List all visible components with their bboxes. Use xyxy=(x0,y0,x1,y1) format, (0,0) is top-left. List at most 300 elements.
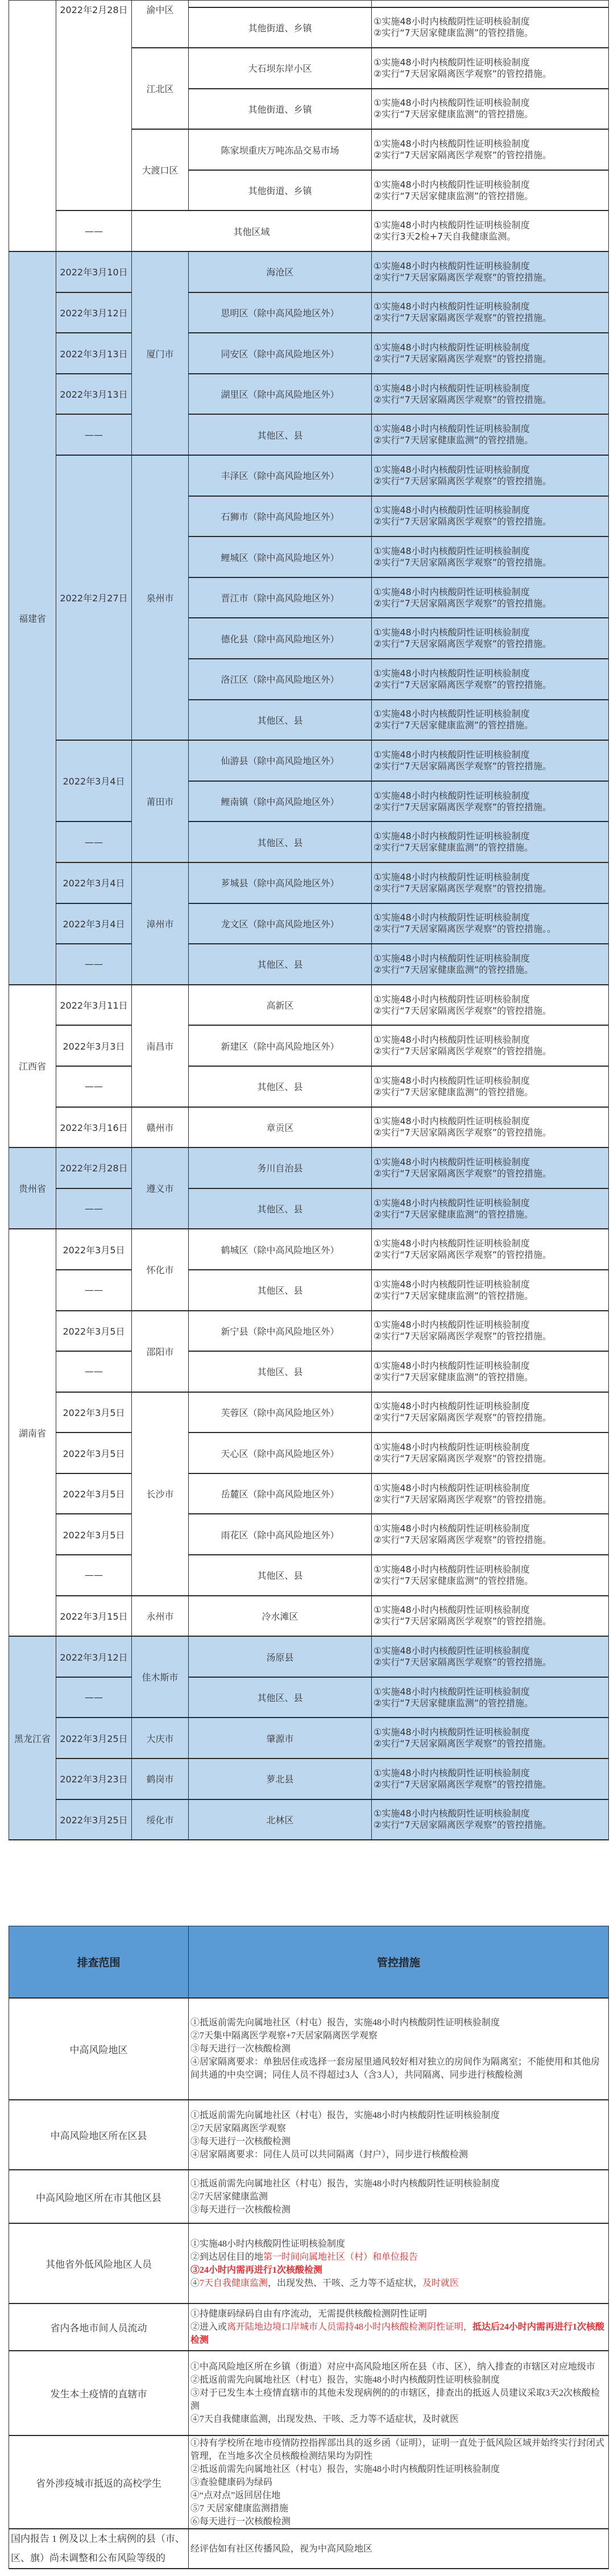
area-cell: 汤原县 xyxy=(189,1636,372,1677)
measures-cell xyxy=(372,1351,609,1392)
table-row xyxy=(9,903,609,944)
date-cell: —— xyxy=(56,944,132,985)
measures-cell xyxy=(372,1758,609,1799)
measure-line: ①实施48小时内核酸阴性证明核验制度 xyxy=(374,1278,530,1290)
date-cell: —— xyxy=(56,1555,132,1596)
measures-cell xyxy=(372,700,609,741)
measure-line: ②实行“7天居家隔离医学观察”的管控措施。 xyxy=(374,1412,552,1423)
table-row xyxy=(9,821,609,862)
measure-line: ②实行“7天居家隔离医学观察”的管控措施。 xyxy=(374,882,552,894)
measure-line: ②实行“7天居家隔离医学观察”的管控措施。 xyxy=(374,1738,552,1749)
city-cell: 泉州市 xyxy=(132,455,189,740)
area-cell: 其他区、县 xyxy=(189,1677,372,1718)
table-row xyxy=(9,2435,609,2529)
measures-cell xyxy=(372,1433,609,1473)
measure-line: ②实行“7天居家健康监测”的管控措施。 xyxy=(374,435,534,446)
measures-cell xyxy=(372,251,609,292)
date-cell: 2022年3月12日 xyxy=(56,1636,132,1677)
measure-text: ②7天居家健康监测 xyxy=(190,2191,268,2202)
measure-line xyxy=(190,2307,606,2321)
area-cell: 龙文区（除中高风险地区外） xyxy=(189,903,372,944)
city-cell: 遵义市 xyxy=(132,1147,189,1229)
table-row xyxy=(9,1107,609,1148)
measure-line xyxy=(190,2203,606,2216)
measure-line: ①实施48小时内核酸阴性证明核验制度 xyxy=(374,1645,530,1657)
date-cell: —— xyxy=(56,1270,132,1311)
measure-line: ①实施48小时内核酸阴性证明核验制度 xyxy=(374,667,530,679)
measure-line: ①实施48小时内核酸阴性证明核验制度 xyxy=(374,708,530,720)
measure-line: ②实行“7天居家隔离医学观察”的管控措施。 xyxy=(374,312,552,324)
measures-cell xyxy=(372,781,609,822)
measure-line xyxy=(190,2515,606,2528)
measure-line: ②实行“7天居家隔离医学观察”的管控措施。 xyxy=(374,1249,552,1261)
area-cell: 北林区 xyxy=(189,1799,372,1840)
measure-text: ⑤7 天居家健康监测措施 xyxy=(190,2503,289,2513)
measure-line: ①实施48小时内核酸阴性证明核验制度 xyxy=(374,1197,530,1208)
table-row xyxy=(9,1596,609,1637)
scope-cell: 其他省外低风险地区人员 xyxy=(9,2223,189,2303)
measures-cell xyxy=(372,1473,609,1514)
measure-line xyxy=(190,2542,606,2556)
table-row xyxy=(9,740,609,781)
measures-cell xyxy=(372,210,609,251)
measures-cell xyxy=(372,374,609,415)
measures-cell xyxy=(189,2223,609,2303)
measures-cell xyxy=(372,659,609,700)
measure-line xyxy=(190,2373,606,2387)
highlighted-text: 7天自我健康监测 xyxy=(200,2278,268,2288)
measure-text: ④居家隔离要求：同住人员可以共同隔离（封户），同步进行核酸检测 xyxy=(190,2149,468,2160)
scope-cell: 中高风险地区所在市其他区县 xyxy=(9,2170,189,2223)
area-cell: 其他区、县 xyxy=(189,944,372,985)
measure-line: ②实行“7天居家隔离医学观察”的管控措施。 xyxy=(374,1493,552,1505)
measure-line xyxy=(190,2122,606,2135)
area-cell: 鲤城区（除中高风险地区外） xyxy=(189,536,372,577)
area-cell: 其他区、县 xyxy=(189,414,372,455)
measures-cell xyxy=(372,48,609,89)
measure-line: ②实行“7天居家隔离医学观察”的管控措施。 xyxy=(374,801,552,812)
measure-text: ③每天进行一次核酸检测 xyxy=(190,2205,291,2215)
measure-line: ②实行“7天居家隔离医学观察”的管控措施。 xyxy=(374,394,552,405)
measure-line xyxy=(190,2238,606,2251)
measure-line xyxy=(190,2476,606,2489)
date-cell: —— xyxy=(56,1188,132,1229)
city-cell: 漳州市 xyxy=(132,862,189,985)
measure-line: ①实施48小时内核酸阴性证明核验制度 xyxy=(374,993,530,1005)
table-row xyxy=(9,1636,609,1677)
measure-line xyxy=(190,2360,606,2373)
measure-text: ①中高风险地区所在乡镇（街道）对应中高风险地区所在县（市、区），纳入排查的市辖区对应地级市 xyxy=(190,2362,596,2372)
measure-line: ②实行“7天居家隔离医学观察”的管控措施。 xyxy=(374,760,552,771)
table-row xyxy=(9,2223,609,2303)
measure-line: ②实行“7天居家健康监测”的管控措施。 xyxy=(374,109,534,120)
table-row xyxy=(9,1351,609,1392)
date-cell: 2022年3月3日 xyxy=(56,1025,132,1066)
measures-cell xyxy=(372,740,609,781)
area-cell: 海沧区 xyxy=(189,251,372,292)
measures-cell xyxy=(372,333,609,374)
measure-line xyxy=(190,2148,606,2161)
measure-text: ②7天集中隔离医学观察+7天居家隔离医学观察 xyxy=(190,2031,378,2041)
measure-line: ①实施48小时内核酸阴性证明核验制度 xyxy=(374,56,530,68)
scope-cell: 中高风险地区 xyxy=(9,1998,189,2100)
measure-line: ②实行“7天居家隔离医学观察”的管控措施。 xyxy=(374,475,552,486)
date-cell: —— xyxy=(56,210,132,251)
measures-cell xyxy=(372,1311,609,1352)
table-row xyxy=(9,1433,609,1473)
measure-line: ①实施48小时内核酸阴性证明核验制度 xyxy=(374,1686,530,1697)
measure-line: ②实行“7天居家健康监测”的管控措施。 xyxy=(374,720,534,731)
province-cell: 福建省 xyxy=(9,251,56,985)
measure-line: ②实行“7天居家健康监测”的管控措施。 xyxy=(374,1371,534,1382)
measures-cell xyxy=(189,2100,609,2170)
measure-line xyxy=(190,2277,606,2290)
measure-line: ②实行“7天居家健康监测”的管控措施。 xyxy=(374,1697,534,1708)
measures-cell xyxy=(372,89,609,130)
date-cell: —— xyxy=(56,1351,132,1392)
measure-line: ②实行“7天居家健康监测”的管控措施。 xyxy=(374,190,534,201)
measures-cell xyxy=(372,1025,609,1066)
measures-cell xyxy=(189,2351,609,2435)
date-cell: —— xyxy=(56,1677,132,1718)
measures-cell xyxy=(372,536,609,577)
measure-text: ④“点对点”返回居住地 xyxy=(190,2490,281,2500)
table-row xyxy=(9,1229,609,1270)
date-cell: 2022年2月28日 xyxy=(56,1147,132,1188)
province-cell: 江西省 xyxy=(9,985,56,1147)
measure-line: ①实施48小时内核酸阴性证明核验制度 xyxy=(374,1319,530,1331)
date-cell: 2022年3月25日 xyxy=(56,1718,132,1758)
measure-line: ①实施48小时内核酸阴性证明核验制度 xyxy=(374,464,530,475)
date-cell: 2022年3月4日 xyxy=(56,740,132,821)
measure-line: ①实施48小时内核酸阴性证明核验制度 xyxy=(374,1767,530,1778)
date-cell: 2022年3月5日 xyxy=(56,1514,132,1555)
measure-line: ②实行“7天居家隔离医学观察”的管控措施。 xyxy=(374,1534,552,1546)
measures-cell xyxy=(372,1147,609,1188)
city-cell: 南昌市 xyxy=(132,985,189,1107)
table-row xyxy=(9,985,609,1026)
measure-line: ①实施48小时内核酸阴性证明核验制度 xyxy=(374,1075,530,1086)
measures-cell xyxy=(372,129,609,170)
measure-text: ①实施48小时内核酸阴性证明核验制度 xyxy=(190,2239,346,2249)
area-cell: 新宁县（除中高风险地区外） xyxy=(189,1311,372,1352)
province-cell: 黑龙江省 xyxy=(9,1636,56,1840)
measure-line: ①实施48小时内核酸阴性证明核验制度 xyxy=(374,342,530,353)
measure-line: ①实施48小时内核酸阴性证明核验制度 xyxy=(374,1523,530,1534)
area-cell: 新建区（除中高风险地区外） xyxy=(189,1025,372,1066)
measure-line: ②实行“7天居家隔离医学观察”的管控措施。 xyxy=(374,68,552,79)
measure-line xyxy=(190,2177,606,2190)
area-cell: 同安区（除中高风险地区外） xyxy=(189,333,372,374)
measures-cell xyxy=(372,1066,609,1107)
area-cell: 德化县（除中高风险地区外） xyxy=(189,618,372,659)
measure-text: ①抵返前需先向属地社区（村屯）报告，实施48小时内核酸阴性证明核验制度 xyxy=(190,2110,500,2120)
measure-line: ②实行“7天居家健康监测”的管控措施。 xyxy=(374,842,534,853)
table-row xyxy=(9,1998,609,2100)
area-cell: 高新区 xyxy=(189,985,372,1026)
area-cell: 其他街道、乡镇 xyxy=(189,89,372,130)
table-row xyxy=(9,2170,609,2223)
measure-line: ②实行“7天居家隔离医学观察”的管控措施。。 xyxy=(374,923,557,935)
measure-line xyxy=(190,2413,606,2426)
highlighted-text: 离开陆地边境口岸城市人员需持48小时内核酸检测阴性证明， xyxy=(227,2322,473,2332)
date-cell: 2022年3月5日 xyxy=(56,1311,132,1352)
city-cell: 永州市 xyxy=(132,1596,189,1637)
measures-cell xyxy=(372,1107,609,1148)
measure-line: ①实施48小时内核酸阴性证明核验制度 xyxy=(374,1442,530,1453)
table-row xyxy=(9,944,609,985)
measure-text: ①抵返前需先向属地社区（村屯）报告，实施48小时内核酸阴性证明核验制度 xyxy=(190,2018,500,2028)
measure-line: ①实施48小时内核酸阴性证明核验制度 xyxy=(374,1808,530,1819)
measures-cell xyxy=(189,2170,609,2223)
measure-line: ②实行“7天居家隔离医学观察”的管控措施。 xyxy=(374,1167,552,1179)
measures-cell xyxy=(372,455,609,496)
area-cell: 陈家坝重庆万吨冻品交易市场 xyxy=(189,129,372,170)
area-cell: 思明区（除中高风险地区外） xyxy=(189,292,372,333)
table-row xyxy=(9,862,609,903)
measure-line: ②实行“7天居家健康监测”的管控措施。 xyxy=(374,964,534,975)
measure-line xyxy=(190,2135,606,2148)
date-cell: —— xyxy=(56,821,132,862)
city-cell: 长沙市 xyxy=(132,1392,189,1596)
area-cell: 务川自治县 xyxy=(189,1147,372,1188)
table-row xyxy=(9,1677,609,1718)
measures-cell xyxy=(372,292,609,333)
area-cell xyxy=(189,1,372,7)
measure-text: ③每天进行一次核酸检测 xyxy=(190,2044,291,2054)
measure-line: ①实施48小时内核酸阴性证明核验制度 xyxy=(374,301,530,312)
measure-line xyxy=(190,2264,606,2277)
area-cell: 其他区域 xyxy=(132,210,372,251)
area-cell: 湖里区（除中高风险地区外） xyxy=(189,374,372,415)
measure-text: ④居家隔离要求：单独居住或选择一套房屋里通风较好相对独立的房间作为隔离室；不能使用和其他房间共通的中央空调；同住人员不得超过3人（含3人），共同隔离、同步进行核酸检测 xyxy=(190,2057,600,2080)
measure-line: ①实施48小时内核酸阴性证明核验制度 xyxy=(374,16,530,27)
measure-text: ②进入或 xyxy=(190,2322,227,2332)
measure-line: ①实施48小时内核酸阴性证明核验制度 xyxy=(374,220,530,231)
highlighted-text: 及时就医 xyxy=(422,2278,459,2288)
measure-line xyxy=(190,2489,606,2502)
control-measures-table xyxy=(9,1926,609,2569)
measure-line: ①实施48小时内核酸阴性证明核验制度 xyxy=(374,1604,530,1616)
table-row xyxy=(9,374,609,415)
date-cell: 2022年3月13日 xyxy=(56,374,132,415)
measure-line: ①实施48小时内核酸阴性证明核验制度 xyxy=(374,423,530,435)
measures-cell xyxy=(372,944,609,985)
measures-cell xyxy=(372,1,609,7)
area-cell: 鲤南镇（除中高风险地区外） xyxy=(189,781,372,822)
table-row xyxy=(9,2351,609,2435)
measures-cell xyxy=(372,1636,609,1677)
measure-line: ②实行“7天居家隔离医学观察”的管控措施。 xyxy=(374,1778,552,1790)
measures-cell xyxy=(372,903,609,944)
measure-text: ②7天居家隔离医学观察 xyxy=(190,2123,287,2133)
area-cell: 章贡区 xyxy=(189,1107,372,1148)
city-cell: 大庆市 xyxy=(132,1718,189,1758)
measure-line: ①实施48小时内核酸阴性证明核验制度 xyxy=(374,1116,530,1127)
area-cell: 晋江市（除中高风险地区外） xyxy=(189,577,372,618)
table-row xyxy=(9,1188,609,1229)
area-cell: 其他街道、乡镇 xyxy=(189,170,372,211)
city-cell: 赣州市 xyxy=(132,1107,189,1148)
measure-line: ②实行“7天居家隔离医学观察”的管控措施。 xyxy=(374,1046,552,1057)
measures-cell xyxy=(372,7,609,48)
measure-line xyxy=(190,2042,606,2055)
measures-cell xyxy=(372,862,609,903)
table-row xyxy=(9,2529,609,2569)
date-cell: 2022年3月16日 xyxy=(56,1107,132,1148)
area-cell: 其他区、县 xyxy=(189,1270,372,1311)
measures-cell xyxy=(372,1718,609,1758)
measure-line: ②实行“7天居家健康监测”的管控措施。 xyxy=(374,27,534,39)
date-cell: 2022年3月5日 xyxy=(56,1473,132,1514)
table-row xyxy=(9,1025,609,1066)
date-cell: 2022年2月28日 xyxy=(56,1,132,211)
measure-line: ②实行“7天居家健康监测”的管控措施。 xyxy=(374,1208,534,1220)
measure-text: ③查验健康码为绿码 xyxy=(190,2477,273,2487)
measure-line: ①实施48小时内核酸阴性证明核验制度 xyxy=(374,749,530,760)
table-row xyxy=(9,1066,609,1107)
measure-line: ①实施48小时内核酸阴性证明核验制度 xyxy=(374,627,530,638)
highlighted-text: ③24小时内需再进行1次核酸检测 xyxy=(190,2265,323,2275)
measure-line: ①实施48小时内核酸阴性证明核验制度 xyxy=(374,1482,530,1493)
measure-line: ①实施48小时内核酸阴性证明核验制度 xyxy=(374,952,530,964)
measure-line: ②实行“7天居家隔离医学观察”的管控措施。 xyxy=(374,1331,552,1342)
measures-cell xyxy=(189,1998,609,2100)
area-cell: 其他街道、乡镇 xyxy=(189,7,372,48)
table-row xyxy=(9,2100,609,2170)
measures-cell xyxy=(372,414,609,455)
table-row xyxy=(9,333,609,374)
measure-line xyxy=(190,2502,606,2515)
table-row xyxy=(9,1,609,7)
measure-line: ①实施48小时内核酸阴性证明核验制度 xyxy=(374,1360,530,1371)
measure-line: ①实施48小时内核酸阴性证明核验制度 xyxy=(374,586,530,597)
area-cell: 其他区、县 xyxy=(189,700,372,741)
measures-cell xyxy=(372,496,609,537)
measure-line: ②实行“7天居家隔离医学观察”的管控措施。 xyxy=(374,271,552,283)
city-cell: 鹤岗市 xyxy=(132,1758,189,1799)
area-cell: 芙蓉区（除中高风险地区外） xyxy=(189,1392,372,1433)
measures-cell xyxy=(372,170,609,211)
area-cell: 其他区、县 xyxy=(189,1351,372,1392)
measure-line: ①实施48小时内核酸阴性证明核验制度 xyxy=(374,912,530,923)
header-measures: 管控措施 xyxy=(189,1926,609,1999)
measure-line: ①实施48小时内核酸阴性证明核验制度 xyxy=(374,871,530,882)
date-cell: 2022年3月5日 xyxy=(56,1392,132,1433)
measure-line: ①实施48小时内核酸阴性证明核验制度 xyxy=(374,1563,530,1575)
measure-line: ②实行“7天居家隔离医学观察”的管控措施。 xyxy=(374,516,552,527)
measure-line: ①实施48小时内核酸阴性证明核验制度 xyxy=(374,382,530,394)
date-cell: 2022年3月23日 xyxy=(56,1758,132,1799)
province-cell xyxy=(9,1,56,252)
city-cell: 大渡口区 xyxy=(132,129,189,210)
measure-line: ①实施48小时内核酸阴性证明核验制度 xyxy=(374,1034,530,1046)
date-cell: 2022年2月27日 xyxy=(56,455,132,740)
table-row xyxy=(9,2303,609,2351)
area-cell: 其他区、县 xyxy=(189,1188,372,1229)
measure-line xyxy=(190,2463,606,2476)
date-cell: —— xyxy=(56,1066,132,1107)
measure-line: ②实行“7天居家隔离医学观察”的管控措施。 xyxy=(374,1127,552,1138)
scope-cell: 国内报告 1 例及以上本土病例的县（市、区、旗）尚未调整和公布风险等级的 xyxy=(9,2529,189,2569)
measures-cell xyxy=(372,821,609,862)
measure-text: ③每天进行一次核酸检测 xyxy=(190,2136,291,2146)
date-cell: 2022年3月4日 xyxy=(56,903,132,944)
measures-cell xyxy=(372,1514,609,1555)
measures-cell xyxy=(372,1270,609,1311)
date-cell: 2022年3月13日 xyxy=(56,333,132,374)
measure-text: ，出现发热、干咳、乏力等不适症状， xyxy=(268,2278,423,2288)
area-cell: 洛江区（除中高风险地区外） xyxy=(189,659,372,700)
measure-line: ①实施48小时内核酸阴性证明核验制度 xyxy=(374,260,530,271)
scope-cell: 发生本土疫情的直辖市 xyxy=(9,2351,189,2435)
measures-cell xyxy=(372,1596,609,1637)
province-cell: 湖南省 xyxy=(9,1229,56,1636)
measure-line: ②实行“7天居家隔离医学观察”的管控措施。 xyxy=(374,1453,552,1464)
measure-text: ④7天自我健康监测，出现发热、干咳、乏力等不适症状，及时就医 xyxy=(190,2414,459,2424)
measure-line xyxy=(190,2190,606,2203)
measure-line: ②实行“7天居家隔离医学观察”的管控措施。 xyxy=(374,1657,552,1668)
measure-line xyxy=(190,2321,606,2347)
measure-line: ①实施48小时内核酸阴性证明核验制度 xyxy=(374,179,530,190)
city-cell: 佳木斯市 xyxy=(132,1636,189,1718)
measure-line: ①实施48小时内核酸阴性证明核验制度 xyxy=(374,138,530,150)
table-row xyxy=(9,1270,609,1311)
measure-line: ②实行“7天居家隔离医学观察”的管控措施。 xyxy=(374,353,552,365)
measures-cell xyxy=(372,1677,609,1718)
area-cell: 丰泽区（除中高风险地区外） xyxy=(189,455,372,496)
measures-cell xyxy=(189,2435,609,2529)
measure-line: ①实施48小时内核酸阴性证明核验制度 xyxy=(374,546,530,557)
measure-text: ③对于已发生本土疫情直辖市的其他未发现病例的的市辖区，排查出的抵返人员建议采取3天2次核酸检测 xyxy=(190,2388,600,2411)
area-cell: 雨花区（除中高风险地区外） xyxy=(189,1514,372,1555)
measure-line: ②实行“7天居家健康监测”的管控措施。 xyxy=(374,1086,534,1097)
province-cell: 贵州省 xyxy=(9,1147,56,1229)
area-cell: 石狮市（除中高风险地区外） xyxy=(189,496,372,537)
table-row xyxy=(9,1473,609,1514)
measure-text: ①抵返前需先向属地社区（村屯）报告，实施48小时内核酸阴性证明核验制度 xyxy=(190,2178,500,2189)
table-row xyxy=(9,1514,609,1555)
area-cell: 天心区（除中高风险地区外） xyxy=(189,1433,372,1473)
measures-cell xyxy=(189,2303,609,2351)
measures-cell xyxy=(372,1188,609,1229)
measure-line: ②实行“7天居家隔离医学观察”的管控措施。 xyxy=(374,557,552,568)
area-cell: 其他区、县 xyxy=(189,1555,372,1596)
measures-cell xyxy=(372,1799,609,1840)
city-cell: 渝中区 xyxy=(132,1,189,48)
city-cell: 厦门市 xyxy=(132,251,189,455)
table-row xyxy=(9,251,609,292)
measures-cell xyxy=(372,618,609,659)
scope-cell: 省外涉疫城市抵返的高校学生 xyxy=(9,2435,189,2529)
date-cell: 2022年3月11日 xyxy=(56,985,132,1026)
measure-line: ②实行“7天居家健康监测”的管控措施。 xyxy=(374,1290,534,1301)
measure-line: ②实行“7天居家隔离医学观察”的管控措施。 xyxy=(374,1819,552,1831)
header-scope: 排查范围 xyxy=(9,1926,189,1999)
area-cell: 岳麓区（除中高风险地区外） xyxy=(189,1473,372,1514)
table-row xyxy=(9,1799,609,1840)
highlighted-text: 抵达后24小时内需再进行1次核酸检测 xyxy=(190,2322,605,2345)
risk-area-table xyxy=(9,0,609,1840)
measure-line: ②实行“7天居家隔离医学观察”的管控措施。 xyxy=(374,679,552,690)
city-cell: 怀化市 xyxy=(132,1229,189,1310)
city-cell: 江北区 xyxy=(132,48,189,129)
date-cell: 2022年3月12日 xyxy=(56,292,132,333)
table-row xyxy=(9,1555,609,1596)
date-cell: —— xyxy=(56,414,132,455)
area-cell: 其他区、县 xyxy=(189,1066,372,1107)
measure-line xyxy=(190,2387,606,2413)
